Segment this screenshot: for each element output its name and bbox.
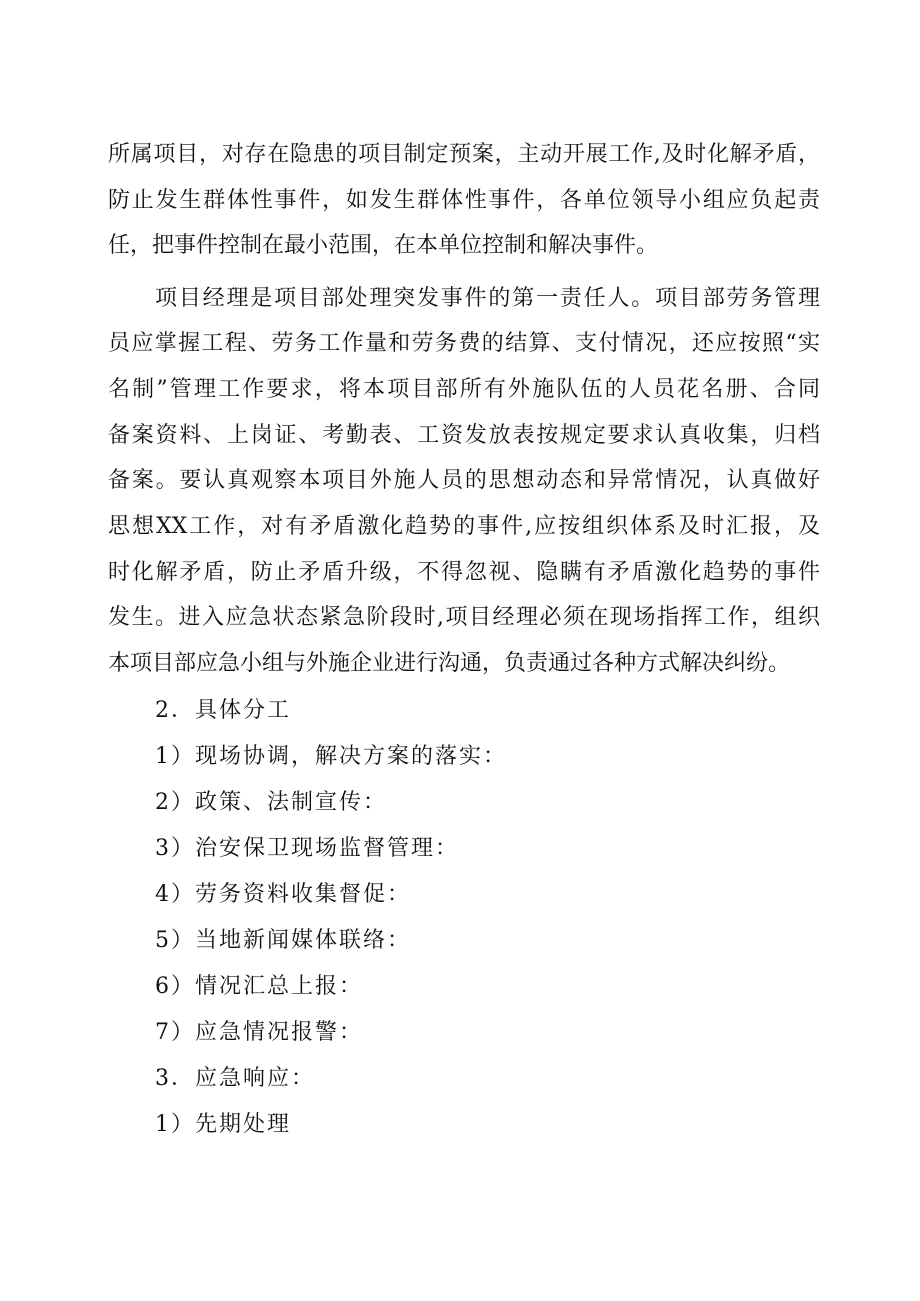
list-item: 1）现场协调，解决方案的落实：: [155, 744, 507, 769]
paragraph-line: 任，把事件控制在最小范围，在本单位控制和解决事件。: [108, 233, 659, 258]
list-item: 4）劳务资料收集督促：: [155, 882, 411, 907]
paragraph-line: 员应掌握工程、劳务工作量和劳务费的结算、支付情况，还应按照“实: [108, 331, 820, 356]
list-item: 6）情况汇总上报：: [155, 974, 363, 999]
paragraph-line: 备案。要认真观察本项目外施人员的思想动态和异常情况，认真做好: [108, 468, 820, 493]
paragraph-line: 所属项目，对存在隐患的项目制定预案，主动开展工作,及时化解矛盾，: [108, 142, 820, 167]
list-item: 1）先期处理: [155, 1112, 291, 1137]
list-item: 2）政策、法制宣传：: [155, 790, 387, 815]
list-item: 7）应急情况报警：: [155, 1020, 363, 1045]
list-item: 3）治安保卫现场监督管理：: [155, 836, 459, 861]
paragraph-line: 项目经理是项目部处理突发事件的第一责任人。项目部劳务管理: [155, 286, 820, 311]
paragraph-line: 时化解矛盾，防止矛盾升级，不得忽视、隐瞒有矛盾激化趋势的事件: [108, 560, 820, 585]
paragraph-line: 思想XX工作，对有矛盾激化趋势的事件,应按组织体系及时汇报，及: [108, 514, 820, 539]
paragraph-line: 本项目部应急小组与外施企业进行沟通，负责通过各种方式解决纠纷。: [108, 651, 791, 676]
section-heading: 3．应急响应：: [155, 1066, 315, 1091]
list-item: 5）当地新闻媒体联络：: [155, 928, 411, 953]
paragraph-line: 发生。进入应急状态紧急阶段时,项目经理必须在现场指挥工作，组织: [108, 605, 820, 630]
section-heading: 2．具体分工: [155, 698, 291, 723]
paragraph-line: 备案资料、上岗证、考勤表、工资发放表按规定要求认真收集，归档: [108, 423, 820, 448]
paragraph-line: 名制”管理工作要求，将本项目部所有外施队伍的人员花名册、合同: [108, 377, 820, 402]
paragraph-line: 防止发生群体性事件，如发生群体性事件，各单位领导小组应负起责: [108, 188, 820, 213]
